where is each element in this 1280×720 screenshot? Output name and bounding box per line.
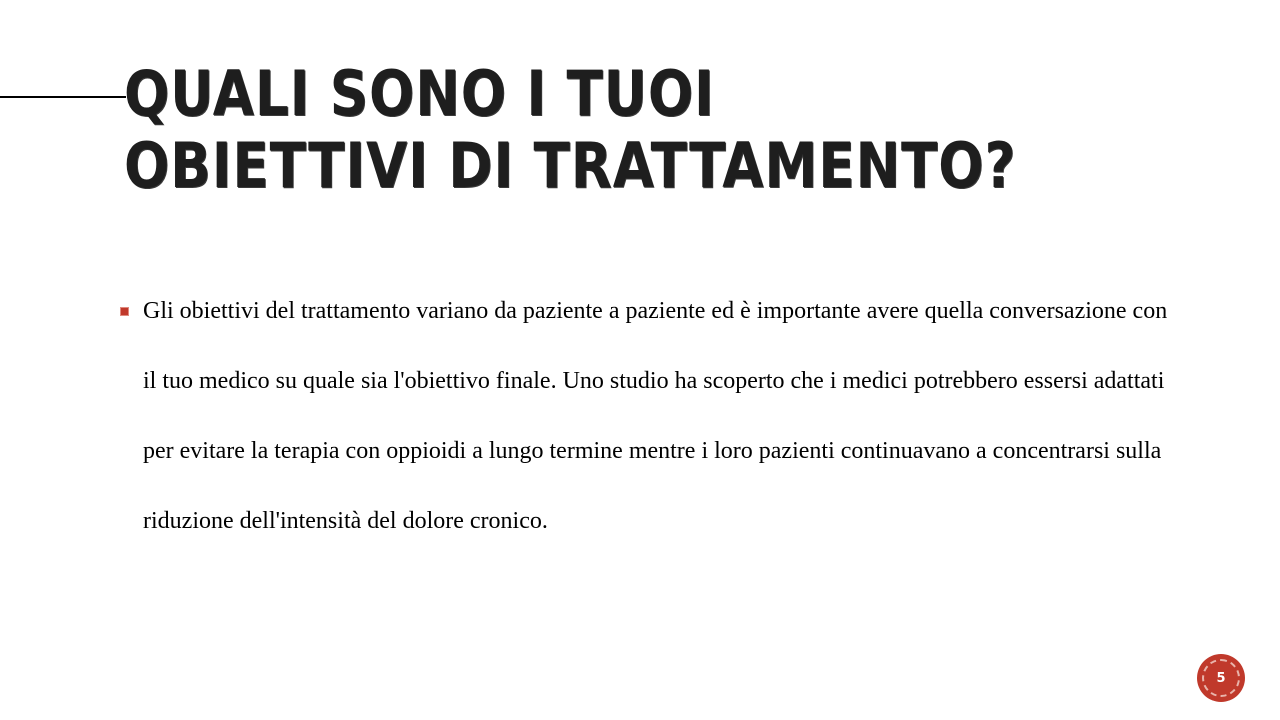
- slide-content: [120, 288, 1180, 568]
- bullet-text: Gli obiettivi del trattamento variano da paziente a paziente ed è importante avere quella conversazione con il tuo medico su quale sia l'obiettivo finale. Uno studio ha scoperto che i medici potrebbero essersi adattati per evitare la terapia con oppioidi a lungo termine mentre i loro pazienti continuavano a concentrarsi sulla riduzione dell'intensità del dolore cronico.: [143, 298, 1168, 534]
- slide-title: QUALI SONO I TUOI OBIETTIVI DI TRATTAMENTO?: [124, 57, 1017, 202]
- page-number: 5: [1216, 670, 1226, 686]
- page-number-badge: [1198, 655, 1244, 701]
- square-bullet-icon: [120, 307, 129, 316]
- bullet-item: [120, 288, 1180, 568]
- title-divider-line: [0, 96, 126, 98]
- circle-badge-icon: [1202, 659, 1240, 697]
